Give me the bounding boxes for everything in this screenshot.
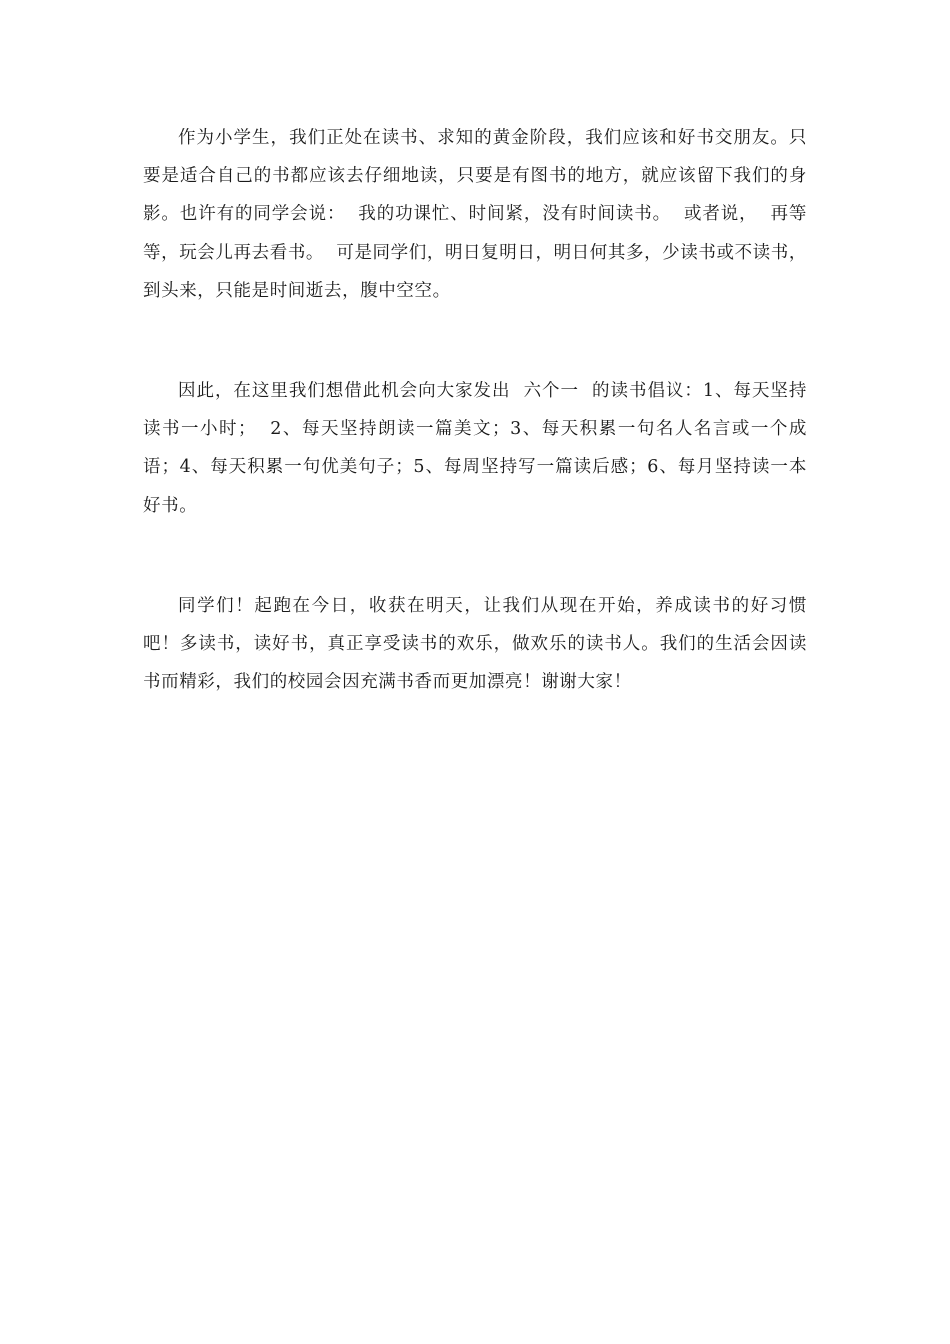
document-body [143,119,807,701]
paragraph-reading-proposal: 因此，在这里我们想借此机会向大家发出 六个一 的读书倡议：1、每天坚持读书一小时； 2、每天坚持朗读一篇美文；3、每天积累一句名人名言或一个成语；4、每天积累一句优美句子；5、每周坚持写一篇读后感；6、每月坚持读一本好书。 [143,381,807,516]
paragraph-closing-appeal: 同学们！起跑在今日，收获在明天，让我们从现在开始，养成读书的好习惯吧！多读书，读好书，真正享受读书的欢乐，做欢乐的读书人。我们的生活会因读书而精彩，我们的校园会因充满书香而更加漂亮！谢谢大家！ [143,595,807,693]
paragraph-reading-importance: 作为小学生，我们正处在读书、求知的黄金阶段，我们应该和好书交朋友。只要是适合自己的书都应该去仔细地读，只要是有图书的地方，就应该留下我们的身影。也许有的同学会说： 我的功课忙、时间紧，没有时间读书。 或者说， 再等等，玩会儿再去看书。 可是同学们，明日复明日，明日何其多，少读书或不读书，到头来，只能是时间逝去，腹中空空。 [143,128,807,301]
